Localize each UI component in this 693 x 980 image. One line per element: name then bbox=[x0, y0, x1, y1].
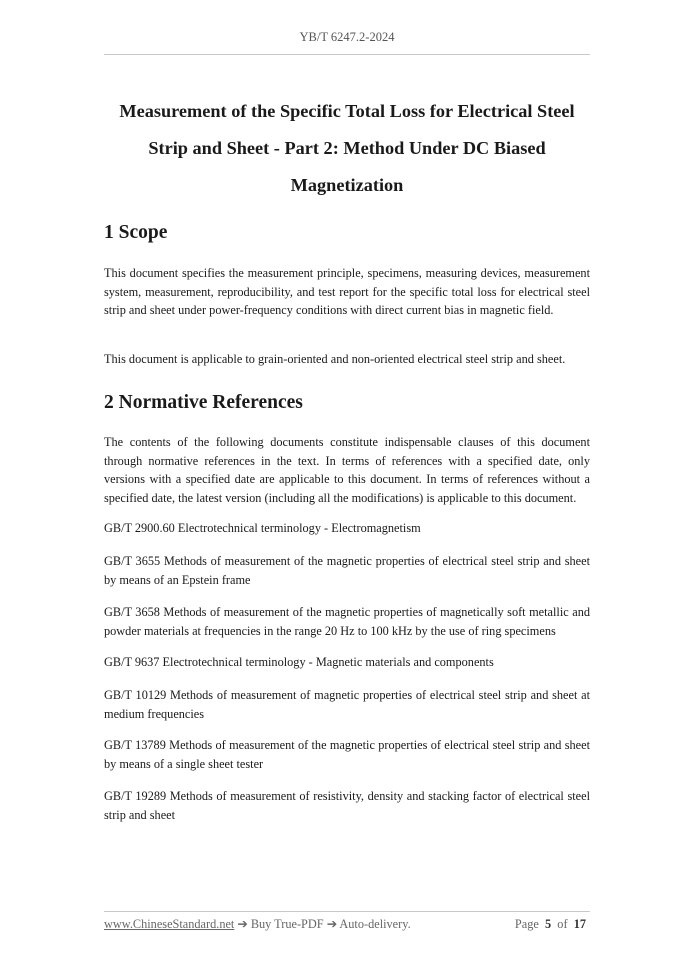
title-line-2: Strip and Sheet - Part 2: Method Under DC Biased bbox=[148, 138, 546, 158]
title-line-3: Magnetization bbox=[290, 175, 404, 195]
document-title bbox=[104, 93, 590, 204]
reference-item: GB/T 3658 Methods of measurement of the magnetic properties of magnetically soft metallic and powder materials at frequencies in the range 20 Hz to 100 kHz by the use of ring specimens bbox=[104, 605, 590, 638]
arrow-right-icon: ➔ bbox=[237, 917, 248, 931]
header-divider bbox=[104, 54, 590, 55]
reference-item: GB/T 13789 Methods of measurement of the magnetic properties of electrical steel strip and sheet by means of a single sheet tester bbox=[104, 738, 590, 771]
site-link[interactable]: www.ChineseStandard.net bbox=[104, 917, 235, 931]
section-heading-scope: 1 Scope bbox=[104, 222, 168, 243]
arrow-right-icon: ➔ bbox=[326, 917, 337, 931]
running-header: YB/T 6247.2-2024 bbox=[299, 30, 395, 44]
normative-references-intro: The contents of the following documents constitute indispensable clauses of this document through normative references in the text. In terms of references with a specified date, only versions with a specified date are applicable to this document. In terms of references without a specified date, the latest version (including all the modifications) is applicable to this document. bbox=[104, 435, 590, 505]
footer-promo bbox=[104, 917, 411, 932]
reference-item: GB/T 3655 Methods of measurement of the magnetic properties of electrical steel strip and sheet by means of an Epstein frame bbox=[104, 554, 590, 587]
section-heading-normative-references: 2 Normative References bbox=[104, 392, 303, 413]
reference-item: GB/T 19289 Methods of measurement of resistivity, density and stacking factor of electrical steel strip and sheet bbox=[104, 789, 590, 822]
page-label: Page bbox=[514, 917, 539, 931]
page-footer bbox=[104, 917, 590, 935]
scope-applicability-paragraph: This document is applicable to grain-oriented and non-oriented electrical steel strip and sheet. bbox=[104, 352, 566, 366]
buy-true-pdf-link[interactable]: Buy True-PDF bbox=[250, 917, 324, 931]
title-line-1: Measurement of the Specific Total Loss for Electrical Steel bbox=[119, 101, 575, 121]
of-label: of bbox=[557, 917, 568, 931]
reference-item: GB/T 2900.60 Electrotechnical terminology - Electromagnetism bbox=[104, 521, 421, 535]
reference-item: GB/T 9637 Electrotechnical terminology - Magnetic materials and components bbox=[104, 655, 494, 669]
total-pages: 17 bbox=[573, 917, 586, 931]
current-page: 5 bbox=[544, 917, 552, 931]
scope-paragraph: This document specifies the measurement principle, specimens, measuring devices, measurement system, measurement, reproducibility, and test report for the specific total loss for electrical steel strip and sheet under power-frequency conditions with direct current bias in magnetic field. bbox=[104, 266, 590, 318]
page-number bbox=[515, 917, 586, 932]
footer-divider bbox=[104, 911, 590, 912]
auto-delivery-text: Auto-delivery. bbox=[339, 917, 411, 931]
reference-item: GB/T 10129 Methods of measurement of magnetic properties of electrical steel strip and sheet at medium frequencies bbox=[104, 688, 590, 721]
